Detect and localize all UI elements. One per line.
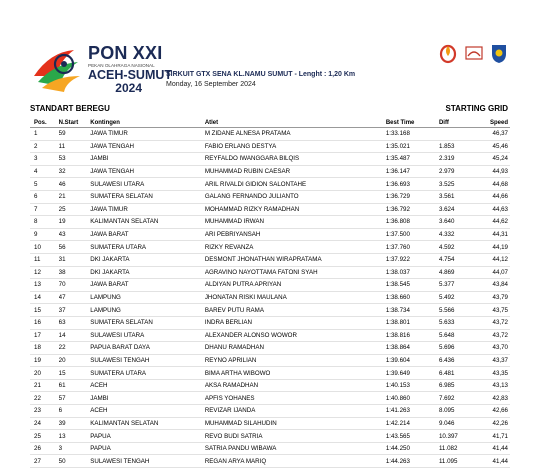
logo-host: ACEH-SUMUT — [88, 68, 173, 82]
cell-pos: 1 — [34, 130, 38, 138]
cell-atlet: AGRAVINO NAYOTTAMA FATONI SYAH — [204, 268, 318, 276]
cell-atlet: INDRA BERLIAN — [204, 319, 252, 327]
cell-pos: 23 — [34, 407, 41, 415]
cell-diff: 3.624 — [438, 205, 455, 213]
cell-kontingen: SULAWESI UTARA — [90, 331, 145, 339]
cell-diff: 2.979 — [438, 168, 455, 176]
cell-kontingen: SUMATERA SELATAN — [90, 193, 153, 201]
cell-best-time: 1:35.487 — [385, 155, 410, 163]
cell-diff: 4.332 — [438, 231, 455, 239]
cell-kontingen: SULAWESI UTARA — [90, 180, 145, 188]
results-table — [30, 118, 510, 468]
cell-nstart: 13 — [58, 432, 66, 440]
cell-best-time: 1:38.816 — [385, 331, 410, 339]
table-row — [30, 367, 510, 380]
cell-kontingen: JAWA BARAT — [90, 231, 129, 239]
cell-pos: 6 — [34, 193, 38, 201]
table-row — [30, 216, 510, 229]
cell-nstart: 14 — [58, 331, 66, 339]
cell-atlet: BIMA ARTHA WIBOWO — [204, 369, 271, 377]
cell-kontingen: PAPUA — [90, 445, 111, 453]
cell-nstart: 32 — [58, 168, 66, 176]
table-row — [30, 153, 510, 166]
cell-best-time: 1:39.604 — [385, 356, 410, 364]
cell-nstart: 47 — [58, 294, 66, 302]
cell-best-time: 1:36.147 — [385, 168, 410, 176]
cell-pos: 8 — [34, 218, 38, 226]
cell-atlet: ARIL RIVALDI GIDION SALONTAHE — [204, 180, 307, 188]
cell-atlet: REYFALDO IWANGGARA BILQIS — [204, 155, 300, 163]
cell-nstart: 57 — [58, 394, 66, 402]
cell-atlet: MOHAMMAD RIZKY RAMADHAN — [204, 205, 300, 213]
cell-atlet: M ZIDANE ALNESA PRATAMA — [204, 130, 291, 138]
cell-pos: 13 — [34, 281, 41, 289]
pon-wordmark — [88, 43, 173, 95]
cell-kontingen: JAWA TIMUR — [90, 130, 128, 138]
cell-best-time: 1:44.250 — [385, 445, 410, 453]
table-row — [30, 379, 510, 392]
cell-nstart: 56 — [58, 243, 66, 251]
cell-atlet: REVO BUDI SATRIA — [204, 432, 263, 440]
cell-speed: 43,70 — [492, 344, 508, 352]
cell-speed: 41,44 — [492, 457, 508, 465]
cell-diff: 5.696 — [438, 344, 455, 352]
table-row — [30, 128, 510, 141]
col-pos: Pos. — [30, 118, 59, 128]
cell-speed: 43,75 — [492, 306, 508, 314]
cell-best-time: 1:38.864 — [385, 344, 410, 352]
cell-nstart: 38 — [58, 268, 66, 276]
table-row — [30, 228, 510, 241]
cell-diff: 7.692 — [438, 394, 455, 402]
cell-diff: 10.397 — [438, 432, 458, 440]
cell-pos: 12 — [34, 268, 41, 276]
cell-pos: 10 — [34, 243, 41, 251]
cell-pos: 19 — [34, 356, 41, 364]
cell-kontingen: JAWA TENGAH — [90, 168, 135, 176]
table-row — [30, 178, 510, 191]
cell-best-time: 1:35.021 — [385, 142, 410, 150]
cell-atlet: MUHAMMAD RUBIN CAESAR — [204, 168, 291, 176]
cell-best-time: 1:37.922 — [385, 256, 410, 264]
cell-kontingen: PAPUA — [90, 432, 111, 440]
cell-kontingen: DKI JAKARTA — [90, 256, 130, 264]
cell-diff: 6.985 — [438, 382, 455, 390]
cell-nstart: 25 — [58, 205, 66, 213]
cell-kontingen: SULAWESI TENGAH — [90, 356, 150, 364]
table-row — [30, 203, 510, 216]
cell-pos: 20 — [34, 369, 41, 377]
cell-best-time: 1:36.729 — [385, 193, 410, 201]
cell-pos: 3 — [34, 155, 38, 163]
cell-atlet: RIZKY REVANZA — [204, 243, 254, 251]
cell-nstart: 19 — [58, 218, 66, 226]
cell-diff: 9.046 — [438, 419, 455, 427]
cell-kontingen: KALIMANTAN SELATAN — [90, 218, 159, 226]
cell-speed: 41,71 — [492, 432, 508, 440]
cell-atlet: MUHAMMAD IRWAN — [204, 218, 264, 226]
cell-speed: 43,72 — [492, 331, 508, 339]
cell-best-time: 1:38.545 — [385, 281, 410, 289]
cell-speed: 44,63 — [492, 205, 508, 213]
cell-speed: 42,83 — [492, 394, 508, 402]
cell-atlet: AKSA RAMADHAN — [204, 382, 259, 390]
cell-diff: 5.633 — [438, 319, 455, 327]
cell-nstart: 15 — [58, 369, 66, 377]
table-row — [30, 241, 510, 254]
cell-kontingen: DKI JAKARTA — [90, 268, 130, 276]
cell-pos: 11 — [34, 256, 41, 264]
cell-best-time: 1:40.860 — [385, 394, 410, 402]
table-row — [30, 165, 510, 178]
cell-speed: 44,19 — [492, 243, 508, 251]
cell-pos: 22 — [34, 394, 41, 402]
table-row — [30, 316, 510, 329]
cell-kontingen: JAMBI — [90, 394, 109, 402]
table-row — [30, 266, 510, 279]
cell-atlet: ALDIYAN PUTRA APRIYAN — [204, 281, 282, 289]
cell-kontingen: JAWA TENGAH — [90, 142, 135, 150]
cell-diff: 3.525 — [438, 180, 455, 188]
cell-best-time: 1:38.660 — [385, 294, 410, 302]
cell-pos: 18 — [34, 344, 41, 352]
cell-nstart: 37 — [58, 306, 66, 314]
cell-nstart: 46 — [58, 180, 66, 188]
cell-diff: 5.648 — [438, 331, 455, 339]
cell-atlet: FABIO ERLANG DESTYA — [204, 142, 277, 150]
cell-nstart: 70 — [58, 281, 66, 289]
cell-speed: 43,37 — [492, 356, 508, 364]
cell-diff: 6.481 — [438, 369, 455, 377]
pon-logo-icon — [30, 42, 86, 94]
cell-nstart: 11 — [58, 142, 66, 150]
table-row — [30, 253, 510, 266]
cell-best-time: 1:37.760 — [385, 243, 410, 251]
cell-diff: 4.754 — [438, 256, 455, 264]
cell-best-time: 1:37.500 — [385, 231, 410, 239]
cell-pos: 7 — [34, 205, 38, 213]
cell-nstart: 3 — [58, 445, 63, 453]
cell-pos: 4 — [34, 168, 38, 176]
cell-diff: 11.082 — [438, 445, 458, 453]
cell-speed: 45,24 — [492, 155, 508, 163]
cell-diff: 3.561 — [438, 193, 455, 201]
cell-nstart: 39 — [58, 419, 66, 427]
cell-nstart: 53 — [58, 155, 66, 163]
cell-speed: 43,84 — [492, 281, 508, 289]
cell-nstart: 21 — [58, 193, 66, 201]
cell-pos: 14 — [34, 294, 41, 302]
cell-best-time: 1:38.734 — [385, 306, 410, 314]
cell-speed: 43,35 — [492, 369, 508, 377]
document-header — [0, 0, 534, 100]
table-header-row — [30, 118, 510, 128]
event-info — [166, 70, 355, 90]
cell-kontingen: JAWA TIMUR — [90, 205, 128, 213]
cell-pos: 15 — [34, 306, 41, 314]
cell-best-time: 1:42.214 — [385, 419, 410, 427]
cell-diff: 8.095 — [438, 407, 455, 415]
cell-best-time: 1:36.792 — [385, 205, 410, 213]
table-row — [30, 329, 510, 342]
cell-kontingen: JAWA BARAT — [90, 281, 129, 289]
cell-best-time: 1:43.565 — [385, 432, 410, 440]
cell-nstart: 50 — [58, 457, 66, 465]
col-kontingen: Kontingen — [90, 118, 205, 128]
cell-diff: 5.492 — [438, 294, 455, 302]
cell-kontingen: KALIMANTAN SELATAN — [90, 419, 159, 427]
cell-speed: 44,66 — [492, 193, 508, 201]
table-row — [30, 190, 510, 203]
col-best-time: Best Time — [386, 118, 439, 128]
cell-atlet: DESMONT JHONATHAN WIRAPRATAMA — [204, 256, 322, 264]
cell-best-time: 1:38.037 — [385, 268, 410, 276]
cell-kontingen: ACEH — [90, 407, 108, 415]
table-row — [30, 442, 510, 455]
table-row — [30, 417, 510, 430]
table-row — [30, 430, 510, 443]
cell-speed: 41,44 — [492, 445, 508, 453]
cell-diff: 5.566 — [438, 306, 455, 314]
cell-nstart: 6 — [58, 407, 63, 415]
cell-atlet: SATRIA PANDU WIBAWA — [204, 445, 277, 453]
cell-speed: 44,93 — [492, 168, 508, 176]
logo-title: PON XXI — [88, 43, 163, 63]
cell-speed: 43,72 — [492, 319, 508, 327]
cell-diff: 4.592 — [438, 243, 455, 251]
section-header — [30, 104, 510, 116]
cell-atlet: REGAN ARYA MARIQ — [204, 457, 267, 465]
cell-kontingen: SULAWESI TENGAH — [90, 457, 150, 465]
col-speed: Speed — [474, 118, 510, 128]
cell-kontingen: LAMPUNG — [90, 294, 121, 302]
cell-nstart: 31 — [58, 256, 66, 264]
cell-nstart: 59 — [58, 130, 66, 138]
cell-speed: 46,37 — [492, 130, 508, 138]
cell-best-time: 1:38.801 — [385, 319, 410, 327]
logo-year: 2024 — [115, 81, 142, 95]
cell-pos: 24 — [34, 419, 41, 427]
cell-speed: 42,26 — [492, 419, 508, 427]
cell-speed: 44,62 — [492, 218, 508, 226]
col-diff: Diff — [439, 118, 474, 128]
cell-pos: 25 — [34, 432, 41, 440]
cell-atlet: ALEXANDER ALONSO WOWOR — [204, 331, 297, 339]
cell-pos: 2 — [34, 142, 38, 150]
cell-atlet: REVIZAR IJANDA — [204, 407, 256, 415]
cell-kontingen: ACEH — [90, 382, 108, 390]
cell-pos: 27 — [34, 457, 41, 465]
cell-best-time: 1:41.263 — [385, 407, 410, 415]
cell-atlet: MUHAMMAD SILAHUDIN — [204, 419, 277, 427]
cell-diff: 6.436 — [438, 356, 455, 364]
table-row — [30, 455, 510, 468]
cell-pos: 16 — [34, 319, 41, 327]
cell-speed: 44,07 — [492, 268, 508, 276]
cell-speed: 42,66 — [492, 407, 508, 415]
cell-speed: 45,46 — [492, 142, 508, 150]
cell-kontingen: SUMATERA UTARA — [90, 243, 147, 251]
cell-kontingen: SUMATERA UTARA — [90, 369, 147, 377]
table-row — [30, 140, 510, 153]
partner-logos — [434, 42, 518, 64]
table-body — [30, 128, 510, 468]
cell-pos: 26 — [34, 445, 41, 453]
cell-atlet: DHANU RAMADHAN — [204, 344, 264, 352]
cell-best-time: 1:39.649 — [385, 369, 410, 377]
cell-diff: 2.319 — [438, 155, 455, 163]
cell-kontingen: LAMPUNG — [90, 306, 121, 314]
cell-best-time: 1:40.153 — [385, 382, 410, 390]
cell-atlet: GALANG FERNANDO JULIANTO — [204, 193, 299, 201]
cell-kontingen: PAPUA BARAT DAYA — [90, 344, 150, 352]
cell-diff — [439, 128, 474, 141]
class-title: STANDART BEREGU — [30, 104, 110, 113]
table-row — [30, 291, 510, 304]
cell-best-time: 1:44.263 — [385, 457, 410, 465]
cell-speed: 44,68 — [492, 180, 508, 188]
col-atlet: Atlet — [205, 118, 386, 128]
cell-nstart: 61 — [58, 382, 66, 390]
cell-atlet: REYNO APRILIAN — [204, 356, 257, 364]
cell-speed: 43,13 — [492, 382, 508, 390]
table-row — [30, 392, 510, 405]
cell-kontingen: JAMBI — [90, 155, 109, 163]
cell-nstart: 22 — [58, 344, 66, 352]
cell-speed: 44,31 — [492, 231, 508, 239]
event-line: SIRKUIT GTX SENA KL.NAMU SUMUT - Lenght : 1,20 Km — [166, 71, 356, 78]
table-row — [30, 342, 510, 355]
cell-nstart: 20 — [58, 356, 66, 364]
cell-diff: 3.640 — [438, 218, 455, 226]
grid-title: STARTING GRID — [445, 104, 508, 113]
imi-shield-icon — [492, 45, 506, 63]
cell-atlet: BAREV PUTU RAMA — [204, 306, 264, 314]
cell-atlet: JHONATAN RISKI MAULANA — [204, 294, 287, 302]
cell-pos: 9 — [34, 231, 38, 239]
event-date: Monday, 16 September 2024 — [166, 81, 256, 88]
col-nstart: N.Start — [59, 118, 91, 128]
cell-pos: 21 — [34, 382, 41, 390]
cell-speed: 43,79 — [492, 294, 508, 302]
cell-pos: 5 — [34, 180, 38, 188]
cell-nstart: 63 — [58, 319, 66, 327]
logo-subtitle: PEKAN OLAHRAGA NASIONAL — [88, 63, 155, 68]
koni-logo-icon — [466, 47, 482, 59]
cell-nstart: 43 — [58, 231, 66, 239]
cell-diff: 4.869 — [438, 268, 455, 276]
cell-speed: 44,12 — [492, 256, 508, 264]
table-row — [30, 279, 510, 292]
table-row — [30, 354, 510, 367]
cell-diff: 1.853 — [438, 142, 455, 150]
cell-best-time: 1:36.808 — [385, 218, 410, 226]
cell-atlet: ARI PEBRIYANSAH — [204, 231, 261, 239]
cell-kontingen: SUMATERA SELATAN — [90, 319, 153, 327]
cell-best-time: 1:36.693 — [385, 180, 410, 188]
cell-atlet: APFIS YOHANES — [204, 394, 255, 402]
cell-best-time: 1:33.168 — [385, 130, 410, 138]
torch-emblem-icon — [441, 46, 455, 62]
cell-diff: 11.095 — [438, 457, 458, 465]
cell-pos: 17 — [34, 331, 41, 339]
table-row — [30, 405, 510, 418]
cell-diff: 5.377 — [438, 281, 455, 289]
table-row — [30, 304, 510, 317]
